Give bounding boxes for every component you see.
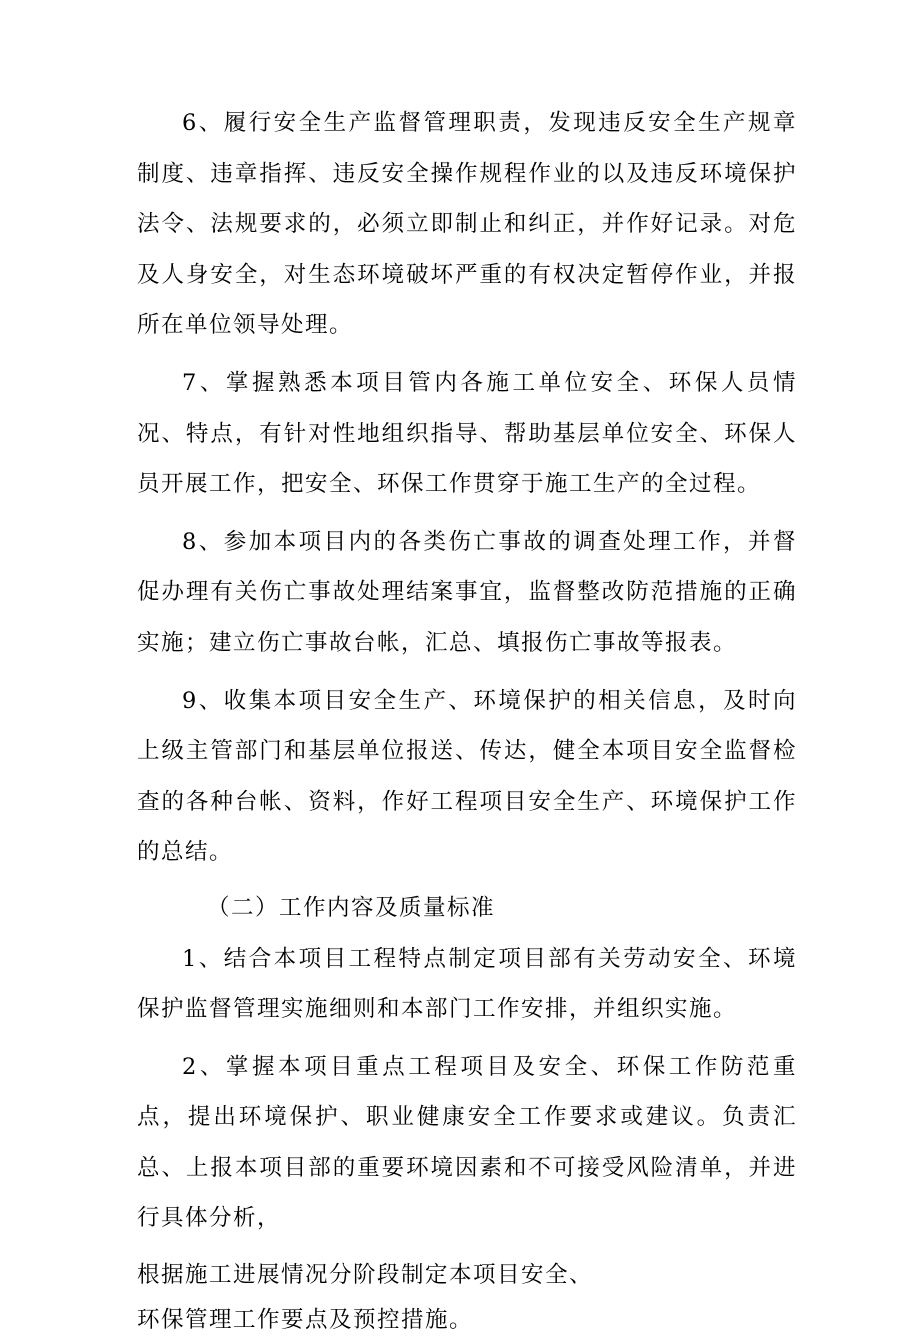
paragraph-item-9: 9、收集本项目安全生产、环境保护的相关信息，及时向上级主管部门和基层单位报送、传达，健全本项目安全监督检查的各种台帐、资料，作好工程项目安全生产、环境保护工作的总结。 (137, 687, 797, 866)
paragraph-item-6: 6、履行安全生产监督管理职责，发现违反安全生产规章制度、违章指挥、违反安全操作规程作业的以及违反环境保护法令、法规要求的，必须立即制止和纠正，并作好记录。对危及人身安全，对生态环境破坏严重的有权决定暂停作业，并报所在单位领导处理。 (137, 110, 797, 339)
paragraph-item-7: 7、掌握熟悉本项目管内各施工单位安全、环保人员情况、特点，有针对性地组织指导、帮助基层单位安全、环保人员开展工作，把安全、环保工作贯穿于施工生产的全过程。 (137, 369, 797, 498)
document-body (137, 98, 797, 1342)
trailing-line-2: 环保管理工作要点及预控措施。 (137, 1307, 474, 1334)
paragraph-item-8: 8、参加本项目内的各类伤亡事故的调查处理工作，并督促办理有关伤亡事故处理结案事宜，监督整改防范措施的正确实施；建立伤亡事故台帐，汇总、填报伤亡事故等报表。 (137, 528, 797, 656)
section-heading: （二）工作内容及质量标准 (207, 894, 496, 921)
section-paragraph-item-1: 1、结合本项目工程特点制定项目部有关劳动安全、环境保护监督管理实施细则和本部门工作安排，并组织实施。 (137, 945, 797, 1023)
section-paragraph-item-2: 2、掌握本项目重点工程项目及安全、环保工作防范重点，提出环境保护、职业健康安全工作要求或建议。负责汇总、上报本项目部的重要环境因素和不可接受风险清单，并进行具体分析， (137, 1053, 797, 1232)
trailing-line-1: 根据施工进展情况分阶段制定本项目安全、 (137, 1262, 594, 1289)
